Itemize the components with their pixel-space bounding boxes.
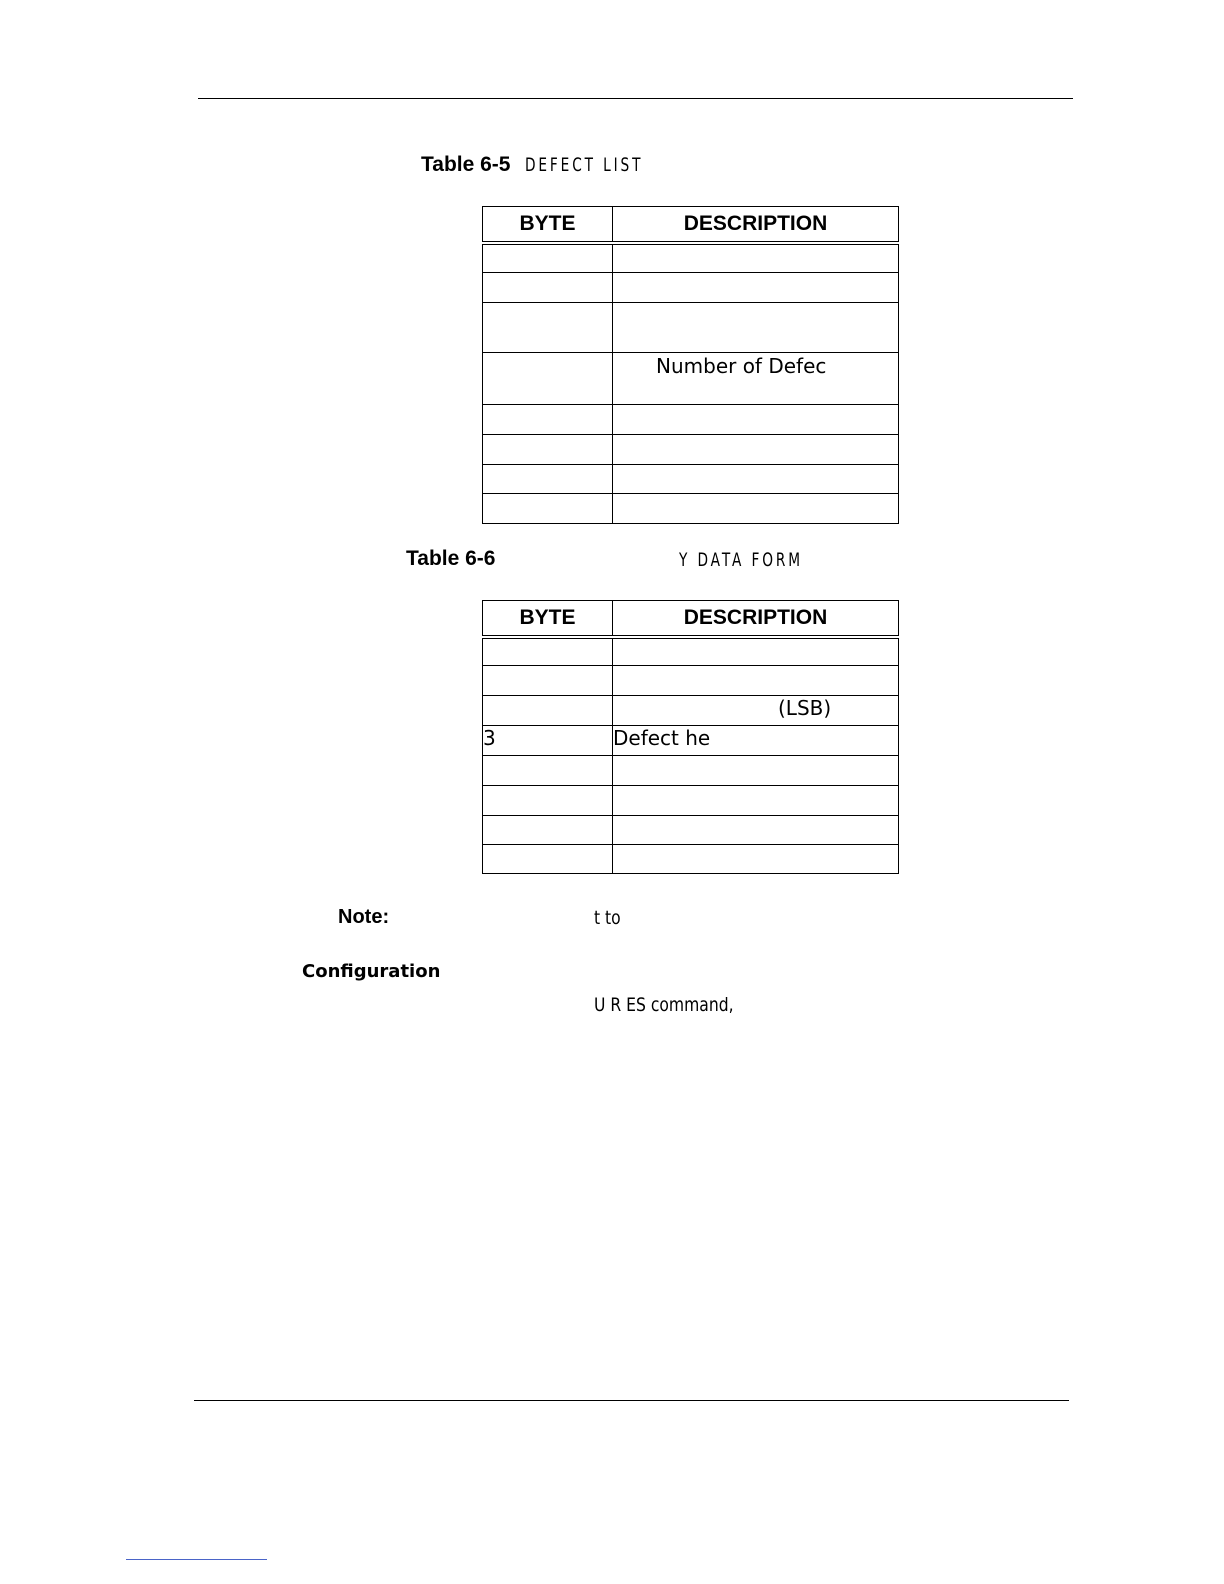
- table-6-5-caption: [421, 153, 689, 177]
- header-byte: BYTE: [483, 207, 613, 244]
- table-row: [483, 352, 899, 404]
- note-label: Note:: [338, 906, 390, 928]
- table-row: [483, 725, 899, 755]
- header-description: DESCRIPTION: [613, 601, 899, 638]
- table-row: [483, 404, 899, 434]
- table-row: [483, 637, 899, 665]
- section-text-fragment: U R ES command,: [594, 994, 734, 1016]
- table-6-6-caption: [406, 547, 495, 571]
- table-row: [483, 243, 899, 272]
- table-6-5-label: Table 6-5: [421, 153, 511, 176]
- description-cell: Defect he: [613, 725, 711, 750]
- table-6-6-title: Y DATA FORM: [679, 549, 803, 571]
- table-row: [483, 815, 899, 844]
- table-row: [483, 434, 899, 464]
- byte-cell: 3: [483, 725, 496, 750]
- defect-entry-data-format-table: [482, 600, 899, 874]
- table-header-row: [483, 601, 899, 638]
- header-rule: [198, 98, 1073, 99]
- table-row: [483, 272, 899, 302]
- description-cell: Number of Defec: [656, 353, 827, 378]
- table-row: [483, 665, 899, 695]
- header-description: DESCRIPTION: [613, 207, 899, 244]
- table-row: [483, 464, 899, 493]
- table-row: [483, 695, 899, 725]
- link-underline: [126, 1559, 267, 1560]
- table-6-6-label: Table 6-6: [406, 547, 496, 570]
- table-row: [483, 844, 899, 873]
- footer-rule: [194, 1400, 1069, 1401]
- table-row: [483, 493, 899, 523]
- description-cell: (LSB): [778, 695, 832, 720]
- table-row: [483, 755, 899, 785]
- header-byte: BYTE: [483, 601, 613, 638]
- note-text-fragment: t to: [594, 907, 621, 929]
- section-heading: Configuration: [302, 961, 441, 982]
- table-6-5-title: DEFECT LIST: [524, 154, 644, 176]
- table-row: [483, 785, 899, 815]
- defect-list-table: [482, 206, 899, 524]
- table-row: [483, 302, 899, 352]
- table-header-row: [483, 207, 899, 244]
